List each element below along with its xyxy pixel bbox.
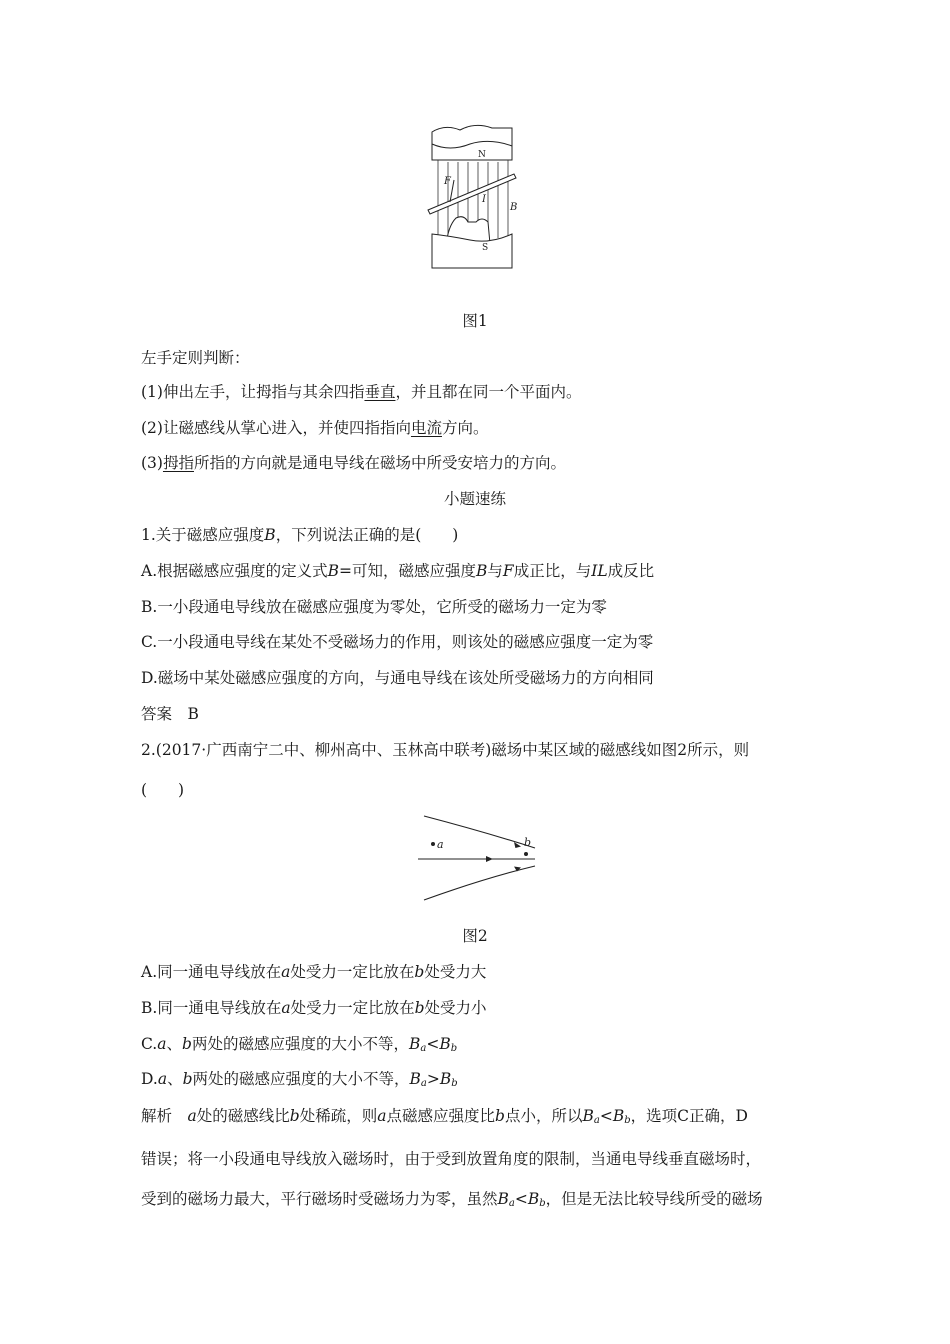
- q2-option-d: [141, 1069, 458, 1094]
- rule-step-3-keyword: 拇指: [162, 454, 194, 472]
- exp-text-3: 点磁感应强度比: [386, 1107, 495, 1125]
- field-label: B: [510, 202, 518, 213]
- q2-c-sym-B2: B: [439, 1035, 451, 1053]
- exp3-text: 受到的磁场力最大，平行磁场时受磁场力为零，虽然: [141, 1190, 498, 1208]
- exp-sym-b2: b: [495, 1107, 505, 1125]
- exp-text-2: 处稀疏，则: [299, 1107, 378, 1125]
- figure-1-magnet-wire-diagram: [420, 118, 530, 278]
- q1-a-symbol-f: F: [502, 562, 514, 580]
- q2-b-sym-a: a: [281, 999, 291, 1017]
- q1-stem-text: 1.关于磁感应强度: [141, 526, 265, 544]
- explanation-label: 解析: [141, 1107, 188, 1125]
- q2-c-sym-b: b: [182, 1035, 192, 1053]
- q2-c-text: C.: [141, 1035, 158, 1053]
- exp3-relation: <: [514, 1190, 528, 1208]
- q1-stem-symbol: B: [264, 526, 276, 544]
- exp3-sym-B1: B: [497, 1190, 509, 1208]
- exp-text-1: 处的磁感线比: [196, 1107, 290, 1125]
- q2-c-sub-a: a: [420, 1043, 427, 1054]
- q1-stem: [141, 525, 458, 545]
- q1-a-symbol-b: B: [327, 562, 340, 580]
- q2-b-text: B.同一通电导线放在: [141, 999, 282, 1017]
- exp3-sub-b: b: [539, 1198, 546, 1209]
- q2-c-sym-B1: B: [408, 1035, 421, 1053]
- exp3-sub-a: a: [508, 1198, 515, 1209]
- q2-d-sym-B1: B: [409, 1070, 421, 1088]
- q2-d-sym-b: b: [182, 1070, 193, 1088]
- exp3-sym-B2: B: [527, 1190, 540, 1208]
- q2-option-b: [141, 998, 487, 1018]
- q2-explanation-line-2: 错误；将一小段通电导线放入磁场时，由于受到放置角度的限制，当通电导线垂直磁场时，: [141, 1150, 762, 1168]
- rule-step-1-text: (1)伸出左手，让拇指与其余四指: [141, 383, 365, 401]
- q1-option-a: [141, 561, 654, 581]
- force-label: F: [444, 176, 451, 187]
- q2-c-text2: 、: [166, 1035, 182, 1053]
- current-label: I: [482, 194, 486, 205]
- q1-answer: 答案 B: [141, 705, 199, 723]
- rule-step-2-text: (2)让磁感线从掌心进入，并使四指指向: [141, 419, 411, 437]
- q1-a-text: A.根据磁感应强度的定义式: [141, 562, 328, 580]
- rule-step-1-keyword: 垂直: [364, 383, 396, 401]
- q2-d-sym-B2: B: [439, 1070, 452, 1088]
- rule-step-3-num: (3): [141, 454, 163, 472]
- point-b-label: b: [524, 836, 532, 849]
- rule-step-3-rest: 所指的方向就是通电导线在磁场中所受安培力的方向。: [193, 454, 566, 472]
- exp-sym-a2: a: [377, 1107, 387, 1125]
- q1-a-text5: 成反比: [607, 562, 655, 580]
- q2-d-sub-b: b: [451, 1078, 458, 1089]
- rule-step-2-rest: 方向。: [441, 419, 489, 437]
- q2-c-text3: 两处的磁感应强度的大小不等，: [191, 1035, 409, 1053]
- q2-d-relation: >: [426, 1070, 440, 1088]
- q2-d-text2: 、: [167, 1070, 183, 1088]
- q1-a-text2: =可知，磁感应强度: [339, 562, 477, 580]
- exp-text-4: 点小，所以: [504, 1107, 583, 1125]
- q2-explanation-line-1: [141, 1106, 748, 1131]
- q2-stem-bracket: ( ): [141, 781, 185, 799]
- q1-stem-rest: ，下列说法正确的是( ): [275, 526, 459, 544]
- exp3-rest: ，但是无法比较导线所受的磁场: [545, 1190, 763, 1208]
- exp-sym-b: b: [289, 1107, 300, 1125]
- q2-b-text2: 处受力一定比放在: [290, 999, 415, 1017]
- point-a-label: a: [437, 838, 444, 851]
- q2-d-text: D.: [141, 1070, 158, 1088]
- q2-explanation-line-3: [141, 1189, 763, 1214]
- rule-step-3: [141, 453, 566, 473]
- exp-sym-a: a: [187, 1107, 197, 1125]
- exp-text-5: ，选项C正确，D: [630, 1107, 748, 1125]
- rule-step-2-keyword: 电流: [410, 419, 442, 437]
- figure-1-caption: 图1: [462, 312, 488, 330]
- rule-step-1-rest: ，并且都在同一个平面内。: [395, 383, 582, 401]
- exp-sym-B1: B: [582, 1107, 594, 1125]
- q2-b-sym-b: b: [414, 999, 425, 1017]
- q2-c-relation: <: [426, 1035, 440, 1053]
- q1-a-text4: 成正比，与: [513, 562, 592, 580]
- rule-step-2: [141, 418, 489, 438]
- section-title: 小题速练: [443, 490, 506, 508]
- q2-a-text3: 处受力大: [424, 963, 487, 981]
- q1-option-c: C.一小段通电导线在某处不受磁场力的作用，则该处的磁感应强度一定为零: [141, 633, 654, 651]
- q2-d-text3: 两处的磁感应强度的大小不等，: [192, 1070, 410, 1088]
- q2-c-sym-a: a: [157, 1035, 167, 1053]
- north-pole-label: N: [478, 150, 486, 160]
- q2-option-c: [141, 1034, 457, 1059]
- q1-a-text3: 与: [487, 562, 503, 580]
- q2-c-sub-b: b: [450, 1043, 458, 1054]
- q1-a-symbol-b2: B: [476, 562, 488, 580]
- q2-d-sub-a: a: [420, 1078, 427, 1089]
- q2-option-a: [141, 962, 486, 982]
- exp-sub-a: a: [593, 1115, 600, 1126]
- exp-relation: <: [599, 1107, 613, 1125]
- q2-a-sym-a: a: [281, 963, 291, 981]
- exp-sym-B2: B: [612, 1107, 625, 1125]
- q2-d-sym-a: a: [157, 1070, 168, 1088]
- figure-2-field-lines: [410, 808, 545, 904]
- q2-a-text: A.同一通电导线放在: [141, 963, 282, 981]
- q1-option-b: B.一小段通电导线放在磁感应强度为零处，它所受的磁场力一定为零: [141, 598, 607, 616]
- figure-2-caption: 图2: [462, 927, 488, 945]
- left-hand-rule-heading: 左手定则判断：: [141, 349, 250, 367]
- q1-option-d: D.磁场中某处磁感应强度的方向，与通电导线在该处所受磁场力的方向相同: [141, 669, 654, 687]
- rule-step-1: [141, 382, 582, 402]
- south-pole-label: S: [482, 243, 489, 253]
- q2-a-text2: 处受力一定比放在: [290, 963, 415, 981]
- q2-stem: 2.(2017·广西南宁二中、柳州高中、玉林高中联考)磁场中某区域的磁感线如图2所示，则: [141, 741, 750, 759]
- q2-b-text3: 处受力小: [424, 999, 487, 1017]
- q2-a-sym-b: b: [414, 963, 425, 981]
- q1-a-symbol-il: IL: [591, 562, 608, 580]
- exp-sub-b: b: [624, 1115, 631, 1126]
